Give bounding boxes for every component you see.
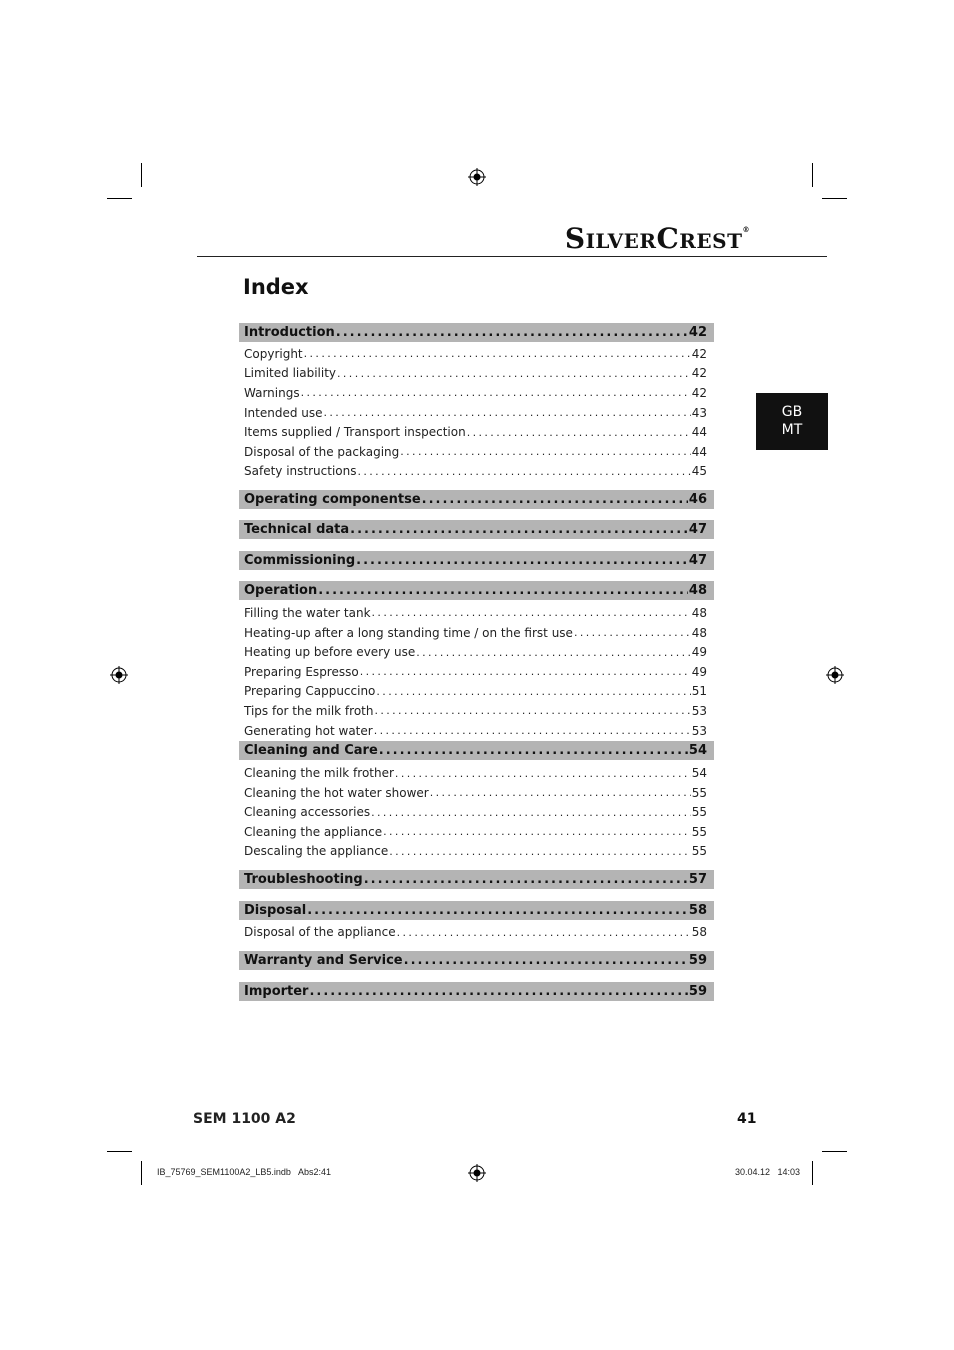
toc-entry-page: 58 <box>691 925 707 940</box>
toc-section-title: Operation <box>244 583 318 599</box>
leader-dots <box>397 926 691 939</box>
toc-entry-title: Copyright <box>244 346 303 361</box>
toc-section[interactable] <box>239 741 714 760</box>
page-number: 41 <box>737 1111 757 1127</box>
toc-section[interactable] <box>239 951 714 970</box>
leader-dots <box>376 685 690 698</box>
toc-entry-title: Cleaning the hot water shower <box>244 785 429 800</box>
toc-entry-title: Disposal of the appliance <box>244 925 396 940</box>
page-title: Index <box>243 275 309 299</box>
toc-entry[interactable] <box>239 383 714 403</box>
leader-dots <box>416 646 690 659</box>
leader-dots <box>574 626 691 639</box>
toc-section-page: 42 <box>688 325 707 340</box>
toc-entry[interactable] <box>239 462 714 482</box>
toc-entry-title: Safety instructions <box>244 464 357 479</box>
toc-entry-page: 49 <box>691 645 707 660</box>
crop-mark <box>822 198 847 199</box>
toc-entry-page: 49 <box>691 664 707 679</box>
toc-entry-page: 43 <box>691 405 707 420</box>
toc-entry[interactable] <box>239 803 714 823</box>
language-code: GB <box>781 404 803 420</box>
leader-dots <box>307 903 688 918</box>
toc-entry[interactable] <box>239 623 714 643</box>
toc-section[interactable] <box>239 551 714 570</box>
leader-dots <box>389 845 690 858</box>
table-of-contents <box>239 323 714 1001</box>
leader-dots <box>318 583 688 598</box>
toc-entry-title: Heating up before every use <box>244 645 416 660</box>
toc-entry-title: Warnings <box>244 385 300 400</box>
toc-entry[interactable] <box>239 442 714 462</box>
toc-entry-page: 51 <box>691 684 707 699</box>
leader-dots <box>309 984 687 999</box>
toc-entry-page: 42 <box>691 346 707 361</box>
language-tab <box>756 393 828 450</box>
toc-entry-page: 42 <box>691 366 707 381</box>
toc-section[interactable] <box>239 901 714 920</box>
leader-dots <box>467 426 691 439</box>
brand-logo: SILVERCREST® <box>564 222 750 255</box>
toc-section-page: 47 <box>688 553 707 569</box>
toc-entry[interactable] <box>239 701 714 721</box>
leader-dots <box>422 492 688 507</box>
toc-entry[interactable] <box>239 783 714 803</box>
toc-entry-page: 44 <box>691 425 707 440</box>
toc-entry-page: 48 <box>691 625 707 640</box>
toc-entry-page: 54 <box>691 766 707 781</box>
toc-section-title: Disposal <box>244 903 307 919</box>
toc-entry-page: 53 <box>691 703 707 718</box>
toc-section[interactable] <box>239 581 714 600</box>
leader-dots <box>350 522 688 537</box>
leader-dots <box>357 465 690 478</box>
toc-entry-title: Limited liability <box>244 366 337 381</box>
toc-entry[interactable] <box>239 682 714 702</box>
toc-entry[interactable] <box>239 721 714 741</box>
toc-section[interactable] <box>239 870 714 889</box>
toc-section-title: Commissioning <box>244 553 356 569</box>
language-code: MT <box>781 422 803 438</box>
print-slug-file: IB_75769_SEM1100A2_LB5.indb Abs2:41 <box>157 1167 331 1177</box>
toc-section-page: 48 <box>688 583 707 599</box>
toc-entry-page: 55 <box>691 844 707 859</box>
toc-section-page: 54 <box>688 743 707 759</box>
toc-section-title: Operating componentse <box>244 492 421 508</box>
toc-entry-title: Cleaning the milk frother <box>244 766 394 781</box>
crop-mark <box>141 163 142 187</box>
toc-section-title: Importer <box>244 983 309 999</box>
leader-dots <box>356 553 688 568</box>
toc-section-title: Introduction <box>244 325 335 340</box>
toc-entry[interactable] <box>239 922 714 942</box>
leader-dots <box>301 386 691 399</box>
model-number: SEM 1100 A2 <box>193 1111 296 1127</box>
leader-dots <box>430 786 691 799</box>
toc-entry[interactable] <box>239 662 714 682</box>
registration-mark-icon <box>468 168 486 186</box>
toc-entry-page: 55 <box>691 805 707 820</box>
toc-entry-title: Items supplied / Transport inspection <box>244 425 466 440</box>
leader-dots <box>336 325 688 340</box>
leader-dots <box>304 347 691 360</box>
crop-mark <box>107 1151 132 1152</box>
registration-mark-icon <box>110 666 128 684</box>
toc-entry-title: Heating-up after a long standing time / on the first use <box>244 625 573 640</box>
toc-entry-title: Preparing Espresso <box>244 664 359 679</box>
crop-mark <box>812 1161 813 1185</box>
leader-dots <box>400 445 690 458</box>
toc-section-page: 59 <box>688 952 707 968</box>
toc-section[interactable] <box>239 323 714 342</box>
toc-entry-title: Intended use <box>244 405 323 420</box>
toc-entry[interactable] <box>239 422 714 442</box>
leader-dots <box>372 606 691 619</box>
toc-entry-title: Tips for the milk froth <box>244 703 374 718</box>
leader-dots <box>324 406 691 419</box>
toc-entry[interactable] <box>239 822 714 842</box>
leader-dots <box>395 767 691 780</box>
crop-mark <box>141 1161 142 1185</box>
print-slug-date: 30.04.12 14:03 <box>735 1167 801 1177</box>
toc-entry[interactable] <box>239 364 714 384</box>
toc-section[interactable] <box>239 982 714 1001</box>
toc-entry[interactable] <box>239 603 714 623</box>
toc-entry-title: Cleaning accessories <box>244 805 371 820</box>
toc-entry-title: Descaling the appliance <box>244 844 389 859</box>
registration-mark-icon <box>468 1164 486 1182</box>
toc-entry-title: Preparing Cappuccino <box>244 684 376 699</box>
toc-entry-page: 53 <box>691 723 707 738</box>
toc-section-title: Troubleshooting <box>244 872 363 888</box>
toc-section-page: 57 <box>688 872 707 888</box>
toc-section-title: Technical data <box>244 522 350 538</box>
toc-entry-title: Cleaning the appliance <box>244 824 383 839</box>
toc-entry[interactable] <box>239 403 714 423</box>
crop-mark <box>822 1151 847 1152</box>
leader-dots <box>374 704 690 717</box>
toc-entry-page: 48 <box>691 605 707 620</box>
leader-dots <box>404 953 688 968</box>
toc-section-title: Cleaning and Care <box>244 743 378 759</box>
toc-section-page: 59 <box>688 983 707 999</box>
toc-entry-page: 45 <box>691 464 707 479</box>
toc-entry-page: 42 <box>691 385 707 400</box>
toc-section[interactable] <box>239 490 714 509</box>
leader-dots <box>337 367 691 380</box>
crop-mark <box>107 198 132 199</box>
toc-entry[interactable] <box>239 344 714 364</box>
toc-entry[interactable] <box>239 842 714 862</box>
toc-section-title: Warranty and Service <box>244 952 403 968</box>
toc-entry-title: Generating hot water <box>244 723 373 738</box>
toc-entry-page: 44 <box>691 444 707 459</box>
toc-section[interactable] <box>239 520 714 539</box>
registration-mark-icon <box>826 666 844 684</box>
leader-dots <box>383 825 691 838</box>
toc-section-page: 58 <box>688 903 707 919</box>
toc-entry-page: 55 <box>691 824 707 839</box>
leader-dots <box>379 743 688 758</box>
toc-entry-title: Filling the water tank <box>244 605 371 620</box>
toc-entry-page: 55 <box>691 785 707 800</box>
leader-dots <box>374 724 691 737</box>
leader-dots <box>364 872 688 887</box>
header-rule <box>197 256 827 257</box>
toc-entry[interactable] <box>239 763 714 783</box>
toc-entry-title: Disposal of the packaging <box>244 444 400 459</box>
leader-dots <box>360 665 691 678</box>
crop-mark <box>812 163 813 187</box>
leader-dots <box>371 806 691 819</box>
toc-section-page: 47 <box>688 522 707 538</box>
toc-entry[interactable] <box>239 642 714 662</box>
toc-section-page: 46 <box>688 492 707 508</box>
